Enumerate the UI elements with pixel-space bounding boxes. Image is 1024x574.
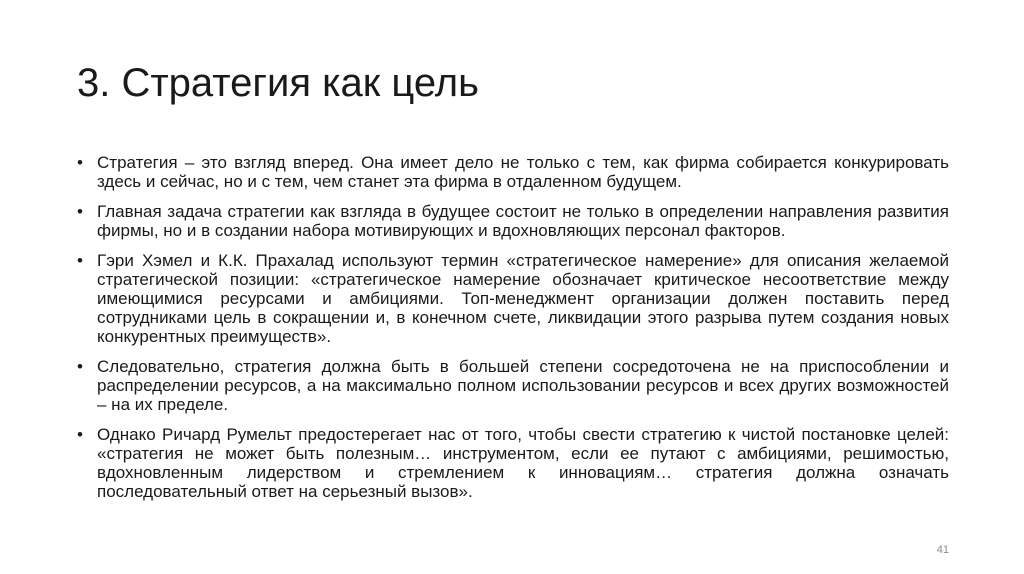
bullet-text: Следовательно, стратегия должна быть в большей степени сосредоточена не на приспособлении и распределении ресурсов, а на максимально полном использовании ресурсов и всех других возможностей – на их пределе. (97, 357, 949, 414)
page-number: 41 (936, 544, 949, 556)
bullet-icon: • (77, 357, 83, 376)
bullet-icon: • (77, 202, 83, 221)
bullet-icon: • (77, 251, 83, 270)
bullet-item (77, 425, 949, 501)
bullet-icon: • (77, 153, 83, 172)
bullet-item (77, 202, 949, 240)
bullet-text: Главная задача стратегии как взгляда в будущее состоит не только в определении направления развития фирмы, но и в создании набора мотивирующих и вдохновляющих персонал факторов. (97, 202, 949, 240)
slide-title: 3. Стратегия как цель (77, 61, 479, 105)
bullet-text: Гэри Хэмел и К.К. Прахалад используют термин «стратегическое намерение» для описания желаемой стратегической позиции: «стратегическое намерение обозначает критическое несоответствие между имеющимися ресурсами и амбициями. Топ-менеджмент организации должен поставить перед сотрудниками цель в сокращении и, в конечном счете, ликвидации этого разрыва путем создания новых конкурентных преимуществ». (97, 251, 949, 346)
bullet-text: Однако Ричард Румельт предостерегает нас от того, чтобы свести стратегию к чистой постановке целей: «стратегия не может быть полезным… инструментом, если ее путают с амбициями, решимостью, вдохновленным лидерством и стремлением к инновациям… стратегия должна означать последовательный ответ на серьезный вызов». (97, 425, 949, 501)
bullet-item (77, 357, 949, 414)
bullet-list (77, 153, 949, 501)
bullet-item (77, 153, 949, 191)
bullet-item (77, 251, 949, 346)
bullet-text: Стратегия – это взгляд вперед. Она имеет дело не только с тем, как фирма собирается конкурировать здесь и сейчас, но и с тем, чем станет эта фирма в отдаленном будущем. (97, 153, 949, 191)
bullet-icon: • (77, 425, 83, 444)
